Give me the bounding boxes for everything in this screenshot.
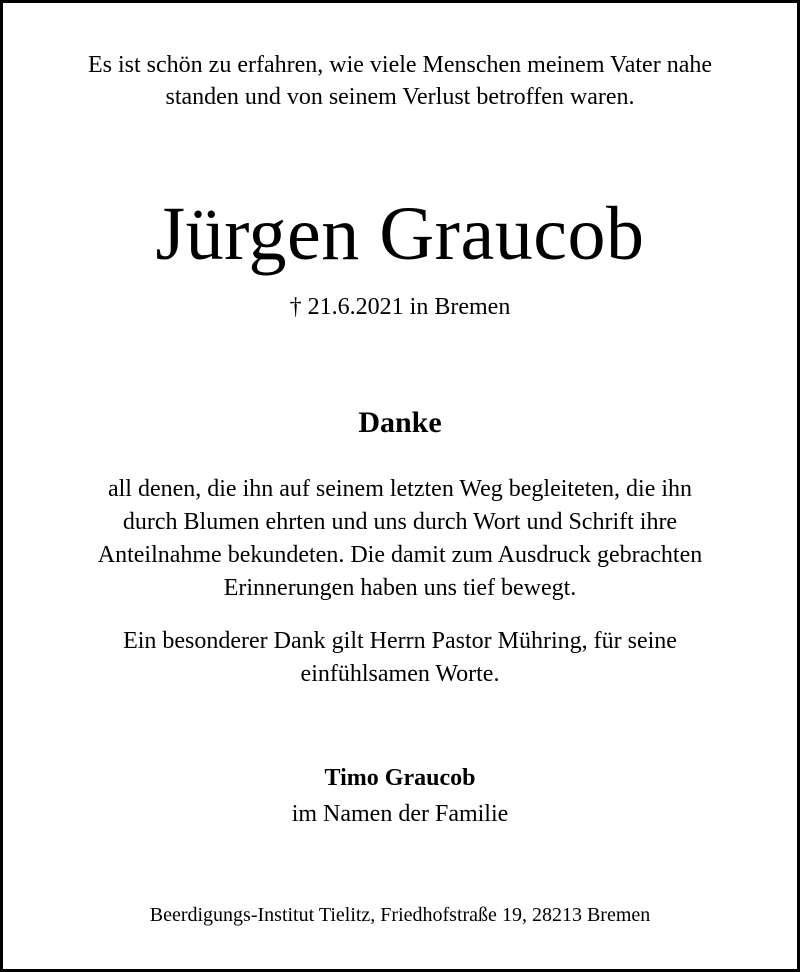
intro-line-2: standen und von seinem Verlust betroffen waren. bbox=[165, 84, 635, 110]
signer-subline: im Namen der Familie bbox=[291, 801, 509, 827]
thanks-line-4: Erinnerungen haben uns tief bewegt. bbox=[223, 575, 577, 601]
deceased-name: Jürgen Graucob bbox=[155, 192, 645, 276]
thanks-line-1: all denen, die ihn auf seinem letzten Weg begleiteten, die ihn bbox=[107, 476, 693, 502]
pastor-line-1: Ein besonderer Dank gilt Herrn Pastor Mühring, für seine bbox=[123, 628, 677, 654]
intro-text bbox=[3, 49, 797, 113]
death-date-place: † 21.6.2021 in Bremen bbox=[289, 294, 511, 320]
thanks-line-3: Anteilnahme bekundeten. Die damit zum Ausdruck gebrachten bbox=[97, 542, 703, 568]
signer-name: Timo Graucob bbox=[324, 765, 476, 791]
funeral-home-footer: Beerdigungs-Institut Tielitz, Friedhofstraße 19, 28213 Bremen bbox=[149, 904, 651, 926]
pastor-thanks bbox=[3, 625, 797, 691]
thanks-body bbox=[3, 473, 797, 605]
pastor-line-2: einfühlsamen Worte. bbox=[300, 661, 500, 687]
intro-line-1: Es ist schön zu erfahren, wie viele Menschen meinem Vater nahe bbox=[88, 52, 712, 78]
thanks-line-2: durch Blumen ehrten und uns durch Wort und Schrift ihre bbox=[122, 509, 678, 535]
thanks-heading: Danke bbox=[358, 406, 442, 439]
